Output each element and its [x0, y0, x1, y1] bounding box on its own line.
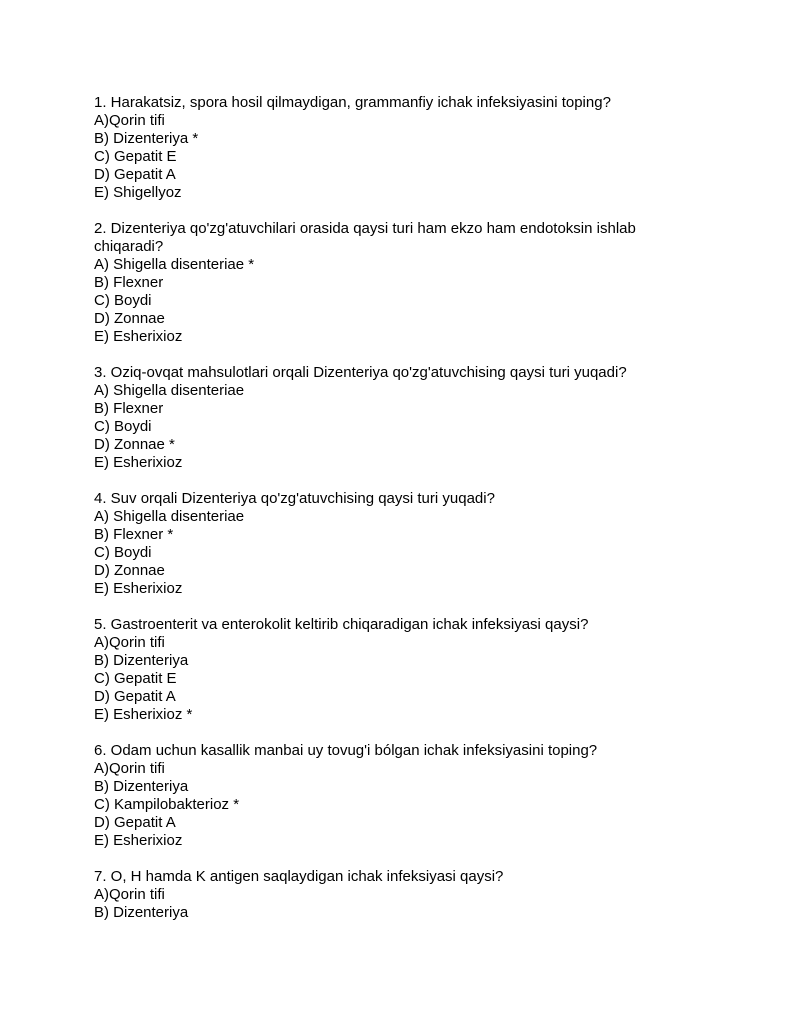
answer-option-b: B) Flexner	[94, 274, 164, 291]
answer-option-a: A)Qorin tifi	[94, 886, 165, 903]
question-5	[94, 616, 704, 724]
answer-option-a: A)Qorin tifi	[94, 112, 165, 129]
answer-option-a: A)Qorin tifi	[94, 634, 165, 651]
question-2	[94, 220, 704, 346]
question-text: 5. Gastroenterit va enterokolit keltirib chiqaradigan ichak infeksiyasi qaysi?	[94, 616, 589, 633]
question-1	[94, 94, 704, 202]
question-text: 3. Oziq-ovqat mahsulotlari orqali Dizenteriya qo'zg'atuvchising qaysi turi yuqadi?	[94, 364, 627, 381]
answer-option-b: B) Dizenteriya	[94, 904, 189, 921]
answer-option-a: A) Shigella disenteriae *	[94, 256, 255, 273]
question-6	[94, 742, 704, 850]
answer-option-c: C) Kampilobakterioz *	[94, 796, 240, 813]
answer-option-d: D) Gepatit A	[94, 688, 176, 705]
answer-option-e: E) Esherixioz	[94, 580, 183, 597]
question-text: 6. Odam uchun kasallik manbai uy tovug'i bólgan ichak infeksiyasini toping?	[94, 742, 598, 759]
question-7	[94, 868, 704, 922]
answer-option-a: A) Shigella disenteriae	[94, 382, 245, 399]
answer-option-d: D) Zonnae	[94, 562, 165, 579]
answer-option-b: B) Flexner *	[94, 526, 174, 543]
answer-option-e: E) Esherixioz	[94, 454, 183, 471]
answer-option-a: A)Qorin tifi	[94, 760, 165, 777]
answer-option-d: D) Gepatit A	[94, 166, 176, 183]
question-text: 7. O, H hamda K antigen saqlaydigan ichak infeksiyasi qaysi?	[94, 868, 504, 885]
answer-option-c: C) Gepatit E	[94, 670, 177, 687]
answer-option-b: B) Dizenteriya	[94, 778, 189, 795]
answer-option-e: E) Esherixioz *	[94, 706, 193, 723]
answer-option-d: D) Zonnae *	[94, 436, 175, 453]
answer-option-c: C) Boydi	[94, 544, 152, 561]
question-text: 1. Harakatsiz, spora hosil qilmaydigan, grammanfiy ichak infeksiyasini toping?	[94, 94, 611, 111]
answer-option-b: B) Flexner	[94, 400, 164, 417]
answer-option-b: B) Dizenteriya	[94, 652, 189, 669]
answer-option-e: E) Esherixioz	[94, 832, 183, 849]
answer-option-d: D) Zonnae	[94, 310, 165, 327]
answer-option-c: C) Boydi	[94, 292, 152, 309]
question-text: 4. Suv orqali Dizenteriya qo'zg'atuvchising qaysi turi yuqadi?	[94, 490, 495, 507]
answer-option-c: C) Boydi	[94, 418, 152, 435]
answer-option-a: A) Shigella disenteriae	[94, 508, 245, 525]
answer-option-b: B) Dizenteriya *	[94, 130, 199, 147]
answer-option-e: E) Shigellyoz	[94, 184, 182, 201]
answer-option-e: E) Esherixioz	[94, 328, 183, 345]
question-4	[94, 490, 704, 598]
question-3	[94, 364, 704, 472]
answer-option-d: D) Gepatit A	[94, 814, 176, 831]
question-text: 2. Dizenteriya qo'zg'atuvchilari orasida qaysi turi ham ekzo ham endotoksin ishlab chiqaradi?	[94, 220, 636, 255]
document-page	[94, 94, 704, 940]
answer-option-c: C) Gepatit E	[94, 148, 177, 165]
